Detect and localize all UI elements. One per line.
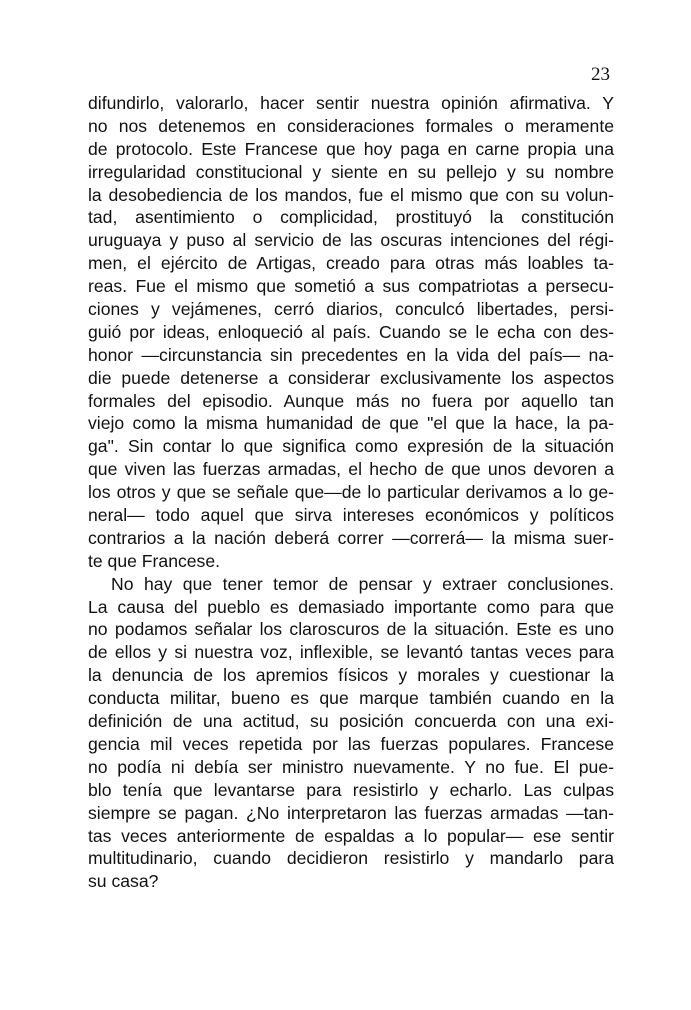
text-line: de protocolo. Este Francese que hoy paga en carne propia una [88,138,614,159]
text-line: no podía ni debía ser ministro nuevamente. Y no fue. El pue- [88,756,614,777]
text-line: No hay que tener temor de pensar y extraer conclusiones. [111,573,614,594]
text-line: gencia mil veces repetida por las fuerzas populares. Francese [88,733,614,754]
text-line: definición de una actitud, su posición concuerda con una exi- [88,711,614,732]
text-line: los otros y que se señale que—de lo particular derivamos a lo ge- [88,482,614,503]
body-text [88,92,614,893]
text-line: tas veces anteriormente de espaldas a lo popular— ese sentir [88,825,614,846]
text-line: La causa del pueblo es demasiado importante como para que [88,596,614,617]
text-line: te que Francese. [88,550,221,571]
text-line: multitudinario, cuando decidieron resistirlo y mandarlo para [88,848,614,869]
text-line: neral— todo aquel que sirva intereses económicos y políticos [88,505,614,526]
text-line: la denuncia de los apremios físicos y morales y cuestionar la [88,665,614,686]
text-line: contrarios a la nación deberá correr —correrá— la misma suer- [88,527,614,548]
text-line: uruguaya y puso al servicio de las oscuras intenciones del régi- [88,230,614,251]
text-line: viejo como la misma humanidad de que "el que la hace, la pa- [88,413,614,434]
text-line: la desobediencia de los mandos, fue el mismo que con su volun- [88,184,614,205]
text-line: que viven las fuerzas armadas, el hecho de que unos devoren a [88,459,614,480]
paragraph [88,573,614,893]
text-line: ciones y vejámenes, cerró diarios, conculcó libertades, persi- [88,299,614,320]
text-line: blo tenía que levantarse para resistirlo y echarlo. Las culpas [88,779,614,800]
paragraph [88,92,614,573]
text-line: conducta militar, bueno es que marque también cuando en la [88,688,614,709]
text-line: tad, asentimiento o complicidad, prostituyó la constitución [88,207,614,228]
text-line: honor —circunstancia sin precedentes en la vida del país— na- [88,344,614,365]
text-line: irregularidad constitucional y siente en su pellejo y su nombre [88,161,614,182]
text-line: reas. Fue el mismo que sometió a sus compatriotas a persecu- [88,276,614,297]
text-line: difundirlo, valorarlo, hacer sentir nuestra opinión afirmativa. Y [88,93,614,113]
text-line: ga". Sin contar lo que significa como expresión de la situación [88,436,614,457]
text-line: guió por ideas, enloqueció al país. Cuando se le echa con des- [88,321,614,342]
text-line: men, el ejército de Artigas, creado para otras más loables ta- [88,253,614,274]
text-line: de ellos y si nuestra voz, inflexible, se levantó tantas veces para [88,642,614,663]
text-line: no podamos señalar los claroscuros de la situación. Este es uno [88,619,614,640]
text-line: su casa? [88,871,159,892]
page-number: 23 [591,64,610,85]
text-line: siempre se pagan. ¿No interpretaron las fuerzas armadas —tan- [88,802,614,823]
text-line: formales del episodio. Aunque más no fuera por aquello tan [88,390,614,411]
text-line: die puede detenerse a considerar exclusivamente los aspectos [88,367,614,388]
text-line: no nos detenemos en consideraciones formales o meramente [88,115,614,136]
